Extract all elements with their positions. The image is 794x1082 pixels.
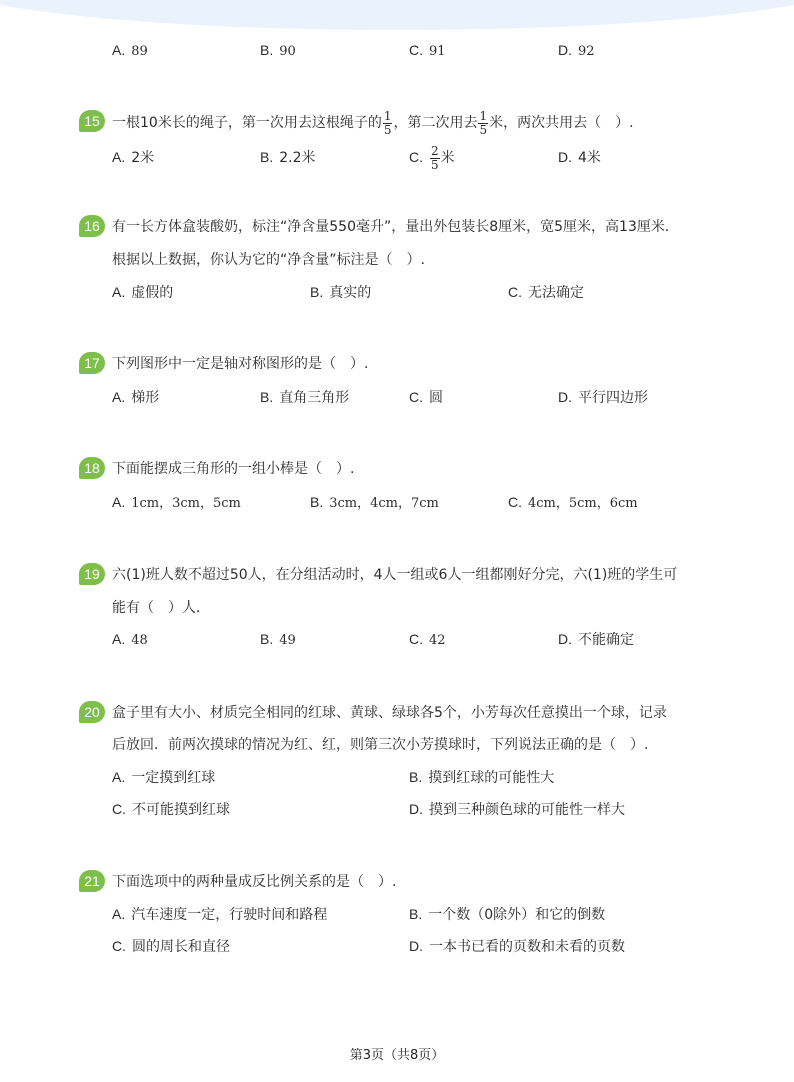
- option-a[interactable]: A. 虚假的: [112, 284, 174, 301]
- option-d[interactable]: D. 4米: [558, 149, 601, 166]
- options-row: [0, 280, 794, 304]
- options-row-1: [0, 902, 794, 926]
- question-stem: 下面能摆成三角形的一组小棒是（ ）.: [112, 461, 355, 477]
- header-decoration: [0, 0, 794, 30]
- question-stem: 下面选项中的两种量成反比例关系的是（ ）.: [112, 874, 397, 890]
- option-b[interactable]: B. 2.2米: [260, 149, 316, 166]
- option-b[interactable]: B. 直角三角形: [260, 389, 350, 406]
- option-c[interactable]: C. 不可能摸到红球: [112, 801, 230, 818]
- option-b[interactable]: B. 真实的: [310, 284, 372, 301]
- options-row: [0, 385, 794, 409]
- options-row: [0, 490, 794, 514]
- q14-options: [0, 38, 794, 62]
- question-stem-line-1: 有一长方体盒装酸奶，标注“净含量550毫升”，量出外包装长8厘米，宽5厘米，高13厘米．: [112, 219, 679, 235]
- question-number-badge: 17: [79, 352, 105, 374]
- option-c[interactable]: C. 圆的周长和直径: [112, 938, 230, 955]
- option-a[interactable]: A. 2米: [112, 149, 155, 166]
- question-number-badge: 15: [79, 110, 105, 132]
- question-stem-line-2: 根据以上数据，你认为它的“净含量”标注是（ ）.: [112, 252, 425, 268]
- option-a[interactable]: A. 一定摸到红球: [112, 769, 216, 786]
- question-number-badge: 16: [79, 215, 105, 237]
- option-c[interactable]: C. 无法确定: [508, 284, 584, 301]
- q14-option-b[interactable]: B. 90: [260, 42, 296, 59]
- question-number-badge: 21: [79, 870, 105, 892]
- option-b[interactable]: B. 3cm，4cm，7cm: [310, 494, 439, 511]
- q14-option-a[interactable]: A. 89: [112, 42, 148, 59]
- fraction: $\frac{2}{5}$: [431, 143, 439, 172]
- options-row: [0, 142, 794, 172]
- question-stem-line-1: 六(1)班人数不超过50人，在分组活动时，4人一组或6人一组都刚好分完，六(1)班的学生可: [112, 567, 678, 583]
- q14-option-d[interactable]: D. 92: [558, 42, 595, 59]
- option-c[interactable]: C. 4cm，5cm，6cm: [508, 494, 638, 511]
- question-stem-line-2: 后放回．前两次摸球的情况为红、红，则第三次小芳摸球时，下列说法正确的是（ ）.: [112, 737, 649, 753]
- option-b[interactable]: B. 一个数（0除外）和它的倒数: [409, 906, 606, 923]
- fraction: $\frac{1}{5}$: [383, 108, 392, 137]
- option-a[interactable]: A. 48: [112, 631, 148, 648]
- question-stem: 下列图形中一定是轴对称图形的是（ ）.: [112, 356, 369, 372]
- option-d[interactable]: D. 一本书已看的页数和未看的页数: [409, 938, 625, 955]
- option-a[interactable]: A. 梯形: [112, 389, 160, 406]
- option-a[interactable]: A. 汽车速度一定，行驶时间和路程: [112, 906, 328, 923]
- option-c[interactable]: C. 42: [409, 631, 446, 648]
- option-c[interactable]: C. 圆: [409, 389, 443, 406]
- option-a[interactable]: A. 1cm，3cm，5cm: [112, 494, 241, 511]
- question-number-badge: 19: [79, 563, 105, 585]
- option-d[interactable]: D. 平行四边形: [558, 389, 648, 406]
- question-stem-line-2: 能有（ ）人．: [112, 600, 210, 616]
- question-number-badge: 20: [79, 701, 105, 723]
- question-stem: 一根10米长的绳子，第一次用去这根绳子的 $\frac{1}{5}$ ，第二次用去 $\frac{1}{5}$ 米，两次共用去（ ）.: [112, 108, 634, 137]
- question-stem-line-1: 盒子里有大小、材质完全相同的红球、黄球、绿球各5个，小芳每次任意摸出一个球，记录: [112, 705, 667, 721]
- option-d[interactable]: D. 不能确定: [558, 631, 634, 648]
- fraction: $\frac{1}{5}$: [479, 108, 488, 137]
- options-row-1: [0, 765, 794, 789]
- options-row: [0, 627, 794, 651]
- option-b[interactable]: B. 摸到红球的可能性大: [409, 769, 555, 786]
- option-b[interactable]: B. 49: [260, 631, 296, 648]
- options-row-2: [0, 797, 794, 821]
- option-d[interactable]: D. 摸到三种颜色球的可能性一样大: [409, 801, 625, 818]
- q14-option-c[interactable]: C. 91: [409, 42, 446, 59]
- question-number-badge: 18: [79, 457, 105, 479]
- options-row-2: [0, 934, 794, 958]
- page-footer: 第3页（共8页）: [349, 1048, 445, 1063]
- option-c[interactable]: C. $\frac{2}{5}$ 米: [409, 143, 455, 172]
